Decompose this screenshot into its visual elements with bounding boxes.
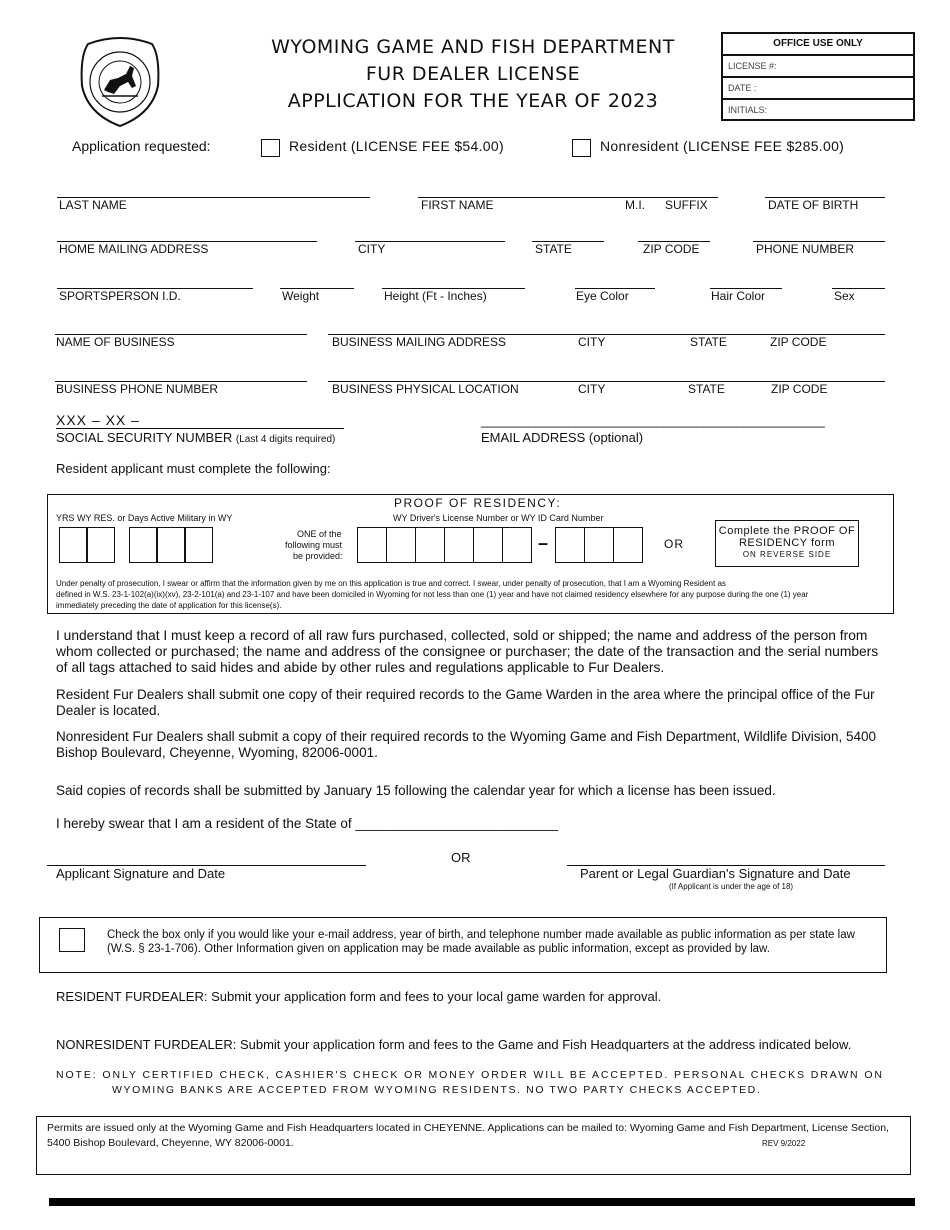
payment-note-line2: WYOMING BANKS ARE ACCEPTED FROM WYOMING RESIDENTS. NO TWO PARTY CHECKS ACCEPTED. (112, 1084, 762, 1096)
header-year: APPLICATION FOR THE YEAR OF 2023 (287, 90, 659, 112)
payment-note-line1: NOTE: ONLY CERTIFIED CHECK, CASHIER'S CHECK OR MONEY ORDER WILL BE ACCEPTED. PERSONAL CHECKS DRAWN ON (56, 1069, 884, 1081)
ssn-note: (Last 4 digits required) (235, 434, 336, 445)
phone-label: PHONE NUMBER (756, 242, 855, 256)
email-line[interactable]: ___________________________________________________ (481, 413, 825, 428)
office-license-field: LICENSE #: (723, 56, 913, 78)
physical-city-label: CITY (578, 382, 606, 396)
office-use-title: OFFICE USE ONLY (723, 34, 913, 56)
following-text: following must (285, 540, 343, 550)
business-city-label: CITY (578, 335, 606, 349)
hair-label: Hair Color (711, 289, 766, 303)
residency-oath-paragraph: I hereby swear that I am a resident of the State of ___________________________ (56, 816, 559, 831)
dl-digit-2[interactable] (386, 527, 416, 563)
dl-digit-3[interactable] (415, 527, 445, 563)
physical-zip-label: ZIP CODE (771, 382, 828, 396)
department-seal (78, 36, 162, 128)
records-paragraph: I understand that I must keep a record of all raw furs purchased, collected, sold or shipped; the name and address of the person from whom collected or purchased; the name and address of the consignee or purchaser; the date of the transaction and the serial numbers of all tags attached to said hides and abide by other rules and regulations applicable to Fur Dealers. (56, 628, 879, 675)
weight-label: Weight (282, 289, 320, 303)
last-name-label: LAST NAME (59, 198, 127, 212)
business-zip-label: ZIP CODE (770, 335, 827, 349)
applicant-signature-label: Applicant Signature and Date (56, 866, 226, 881)
header-license-type: FUR DEALER LICENSE (365, 63, 581, 85)
dl-digit-4[interactable] (444, 527, 474, 563)
resident-instructions: RESIDENT FURDEALER: Submit your application form and fees to your local game warden for approval. (56, 989, 662, 1004)
complete-proof-line3: ON REVERSE SIDE (742, 550, 832, 559)
public-info-line2: (W.S. § 23-1-706). Other Information given on application may be made available as public information, except as provided by law. (107, 943, 770, 955)
business-name-label: NAME OF BUSINESS (56, 335, 175, 349)
residency-intro: Resident applicant must complete the following: (56, 461, 331, 476)
header-department: WYOMING GAME AND FISH DEPARTMENT (271, 36, 675, 58)
revision-label: REV 9/2022 (762, 1139, 806, 1148)
dl-digit-1[interactable] (357, 527, 387, 563)
application-requested-label: Application requested: (72, 138, 211, 154)
eye-label: Eye Color (576, 289, 629, 303)
city-label: CITY (358, 242, 386, 256)
dl-digit-9[interactable] (613, 527, 643, 563)
height-label: Height (Ft - Inches) (384, 289, 487, 303)
complete-proof-line2: RESIDENCY form (738, 537, 836, 549)
years-digit-1[interactable] (59, 527, 87, 563)
public-info-checkbox[interactable] (59, 928, 85, 952)
home-address-label: HOME MAILING ADDRESS (59, 242, 209, 256)
ssn-prefix: XXX – XX – (56, 412, 140, 428)
dl-digit-7[interactable] (555, 527, 585, 563)
provided-text: be provided: (293, 551, 343, 561)
business-state-label: STATE (690, 335, 727, 349)
proof-of-residency-title: PROOF OF RESIDENCY: (394, 496, 562, 510)
state-label: STATE (535, 242, 572, 256)
dl-dash: – (538, 533, 549, 553)
resident-checkbox[interactable] (261, 139, 280, 157)
nonresident-instructions: NONRESIDENT FURDEALER: Submit your application form and fees to the Game and Fish Headquarters at the address indicated below. (56, 1037, 852, 1052)
sportsperson-label: SPORTSPERSON I.D. (59, 289, 181, 303)
residency-oath-line1: Under penalty of prosecution, I swear or affirm that the information given by me on this application is true and correct. I swear, under penalty of prosecution, that I am a Wyoming Resident as (56, 579, 726, 588)
business-physical-label: BUSINESS PHYSICAL LOCATION (332, 382, 519, 396)
ssn-label (56, 430, 335, 445)
first-name-label: FIRST NAME (421, 198, 494, 212)
dl-digit-5[interactable] (473, 527, 503, 563)
footer-line1: Permits are issued only at the Wyoming Game and Fish Headquarters located in CHEYENNE. Applications can be mailed to: Wyoming Game and Fish Department, License Section, (47, 1122, 889, 1134)
office-use-box (721, 32, 915, 121)
zip-label: ZIP CODE (643, 242, 700, 256)
guardian-signature-label: Parent or Legal Guardian's Signature and Date (580, 866, 851, 881)
residency-or: OR (664, 537, 684, 551)
sex-label: Sex (834, 289, 855, 303)
signature-or: OR (451, 850, 471, 865)
nonresident-checkbox[interactable] (572, 139, 591, 157)
dob-label: DATE OF BIRTH (768, 198, 859, 212)
ssn-line[interactable] (56, 428, 344, 429)
residency-oath-line3: immediately preceding the date of application for this license(s). (56, 601, 282, 610)
complete-proof-line1: Complete the PROOF OF (718, 525, 856, 537)
one-of-text: ONE of the (297, 529, 342, 539)
guardian-note: (If Applicant is under the age of 18) (669, 882, 794, 891)
dl-digit-6[interactable] (502, 527, 532, 563)
business-mailing-label: BUSINESS MAILING ADDRESS (332, 335, 507, 349)
ssn-label-text: SOCIAL SECURITY NUMBER (56, 430, 233, 445)
years-digit-2[interactable] (87, 527, 115, 563)
submission-deadline-paragraph: Said copies of records shall be submitted by January 15 following the calendar year for which a license has been issued. (56, 783, 776, 798)
days-digit-2[interactable] (157, 527, 185, 563)
suffix-label: SUFFIX (665, 198, 708, 212)
footer-line2: 5400 Bishop Boulevard, Cheyenne, WY 82006-0001. (47, 1137, 294, 1149)
dl-digit-8[interactable] (584, 527, 614, 563)
mi-label: M.I. (625, 198, 645, 212)
resident-records-paragraph: Resident Fur Dealers shall submit one copy of their required records to the Game Warden in the area where the principal office of the Fur Dealer is located. (56, 687, 875, 718)
residency-oath-line2: defined in W.S. 23-1-102(a)(ix)(xv), 23-2-101(a) and 23-1-107 and have been domiciled in Wyoming for not less than one (1) year and have not claimed residency elsewhere for any purpose during the one (1) year (56, 590, 809, 599)
business-phone-label: BUSINESS PHONE NUMBER (56, 382, 219, 396)
yrs-res-label: YRS WY RES. or Days Active Military in WY (56, 513, 233, 523)
days-digit-1[interactable] (129, 527, 157, 563)
days-digit-3[interactable] (185, 527, 213, 563)
office-date-field: DATE : (723, 78, 913, 100)
bottom-rule (49, 1198, 915, 1206)
public-info-line1: Check the box only if you would like your e-mail address, year of birth, and telephone number made available as public information as per state law (107, 929, 855, 941)
office-initials-field: INITIALS: (728, 105, 768, 115)
dl-label: WY Driver's License Number or WY ID Card Number (393, 513, 604, 523)
resident-option-label: Resident (LICENSE FEE $54.00) (289, 138, 504, 154)
nonresident-option-label: Nonresident (LICENSE FEE $285.00) (600, 138, 845, 154)
nonresident-records-paragraph: Nonresident Fur Dealers shall submit a copy of their required records to the Wyoming Game and Fish Department, Wildlife Division, 5400 Bishop Boulevard, Cheyenne, Wyoming, 82006-0001. (56, 729, 876, 760)
physical-state-label: STATE (688, 382, 725, 396)
email-label: EMAIL ADDRESS (optional) (481, 430, 644, 445)
